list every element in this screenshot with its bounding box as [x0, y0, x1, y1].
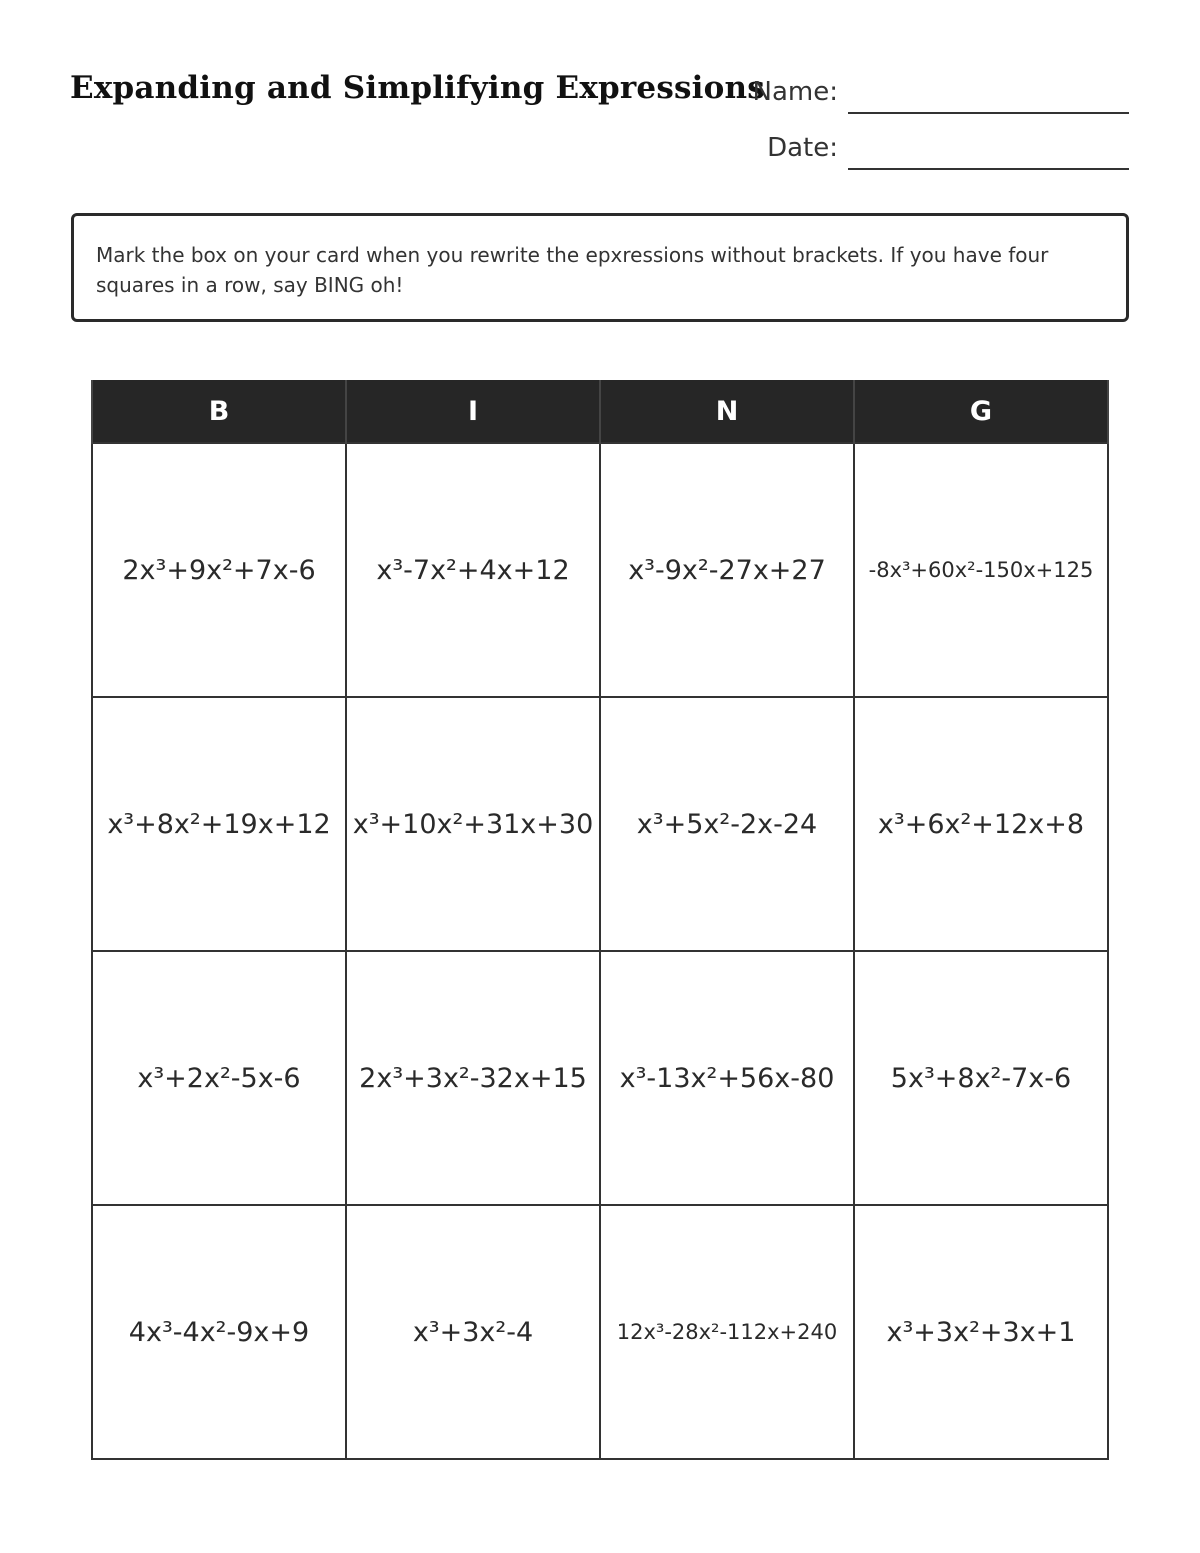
date-label: Date: — [767, 133, 838, 163]
bingo-cell[interactable]: -8x³+60x²-150x+125 — [854, 443, 1108, 697]
bingo-row — [92, 1205, 1108, 1459]
column-header-b: B — [92, 380, 346, 443]
name-field[interactable] — [848, 112, 1129, 114]
bingo-cell[interactable]: 2x³+3x²-32x+15 — [346, 951, 600, 1205]
name-label: Name: — [752, 77, 838, 107]
column-header-i: I — [346, 380, 600, 443]
bingo-row — [92, 697, 1108, 951]
bingo-cell[interactable]: 2x³+9x²+7x-6 — [92, 443, 346, 697]
bingo-cell[interactable]: x³-9x²-27x+27 — [600, 443, 854, 697]
column-header-n: N — [600, 380, 854, 443]
bingo-cell[interactable]: 5x³+8x²-7x-6 — [854, 951, 1108, 1205]
worksheet-title: Expanding and Simplifying Expressions — [70, 70, 765, 106]
bingo-cell[interactable]: x³-7x²+4x+12 — [346, 443, 600, 697]
bingo-cell[interactable]: x³-13x²+56x-80 — [600, 951, 854, 1205]
instructions-box — [71, 213, 1129, 322]
bingo-cell[interactable]: x³+3x²-4 — [346, 1205, 600, 1459]
bingo-header-row — [92, 380, 1108, 443]
bingo-row — [92, 951, 1108, 1205]
bingo-cell[interactable]: 4x³-4x²-9x+9 — [92, 1205, 346, 1459]
instructions-text: Mark the box on your card when you rewrite the epxressions without brackets. If you have four squares in a row, say BING oh! — [96, 243, 1049, 297]
bingo-cell[interactable]: x³+5x²-2x-24 — [600, 697, 854, 951]
bingo-cell[interactable]: x³+8x²+19x+12 — [92, 697, 346, 951]
bingo-cell[interactable]: x³+3x²+3x+1 — [854, 1205, 1108, 1459]
column-header-g: G — [854, 380, 1108, 443]
bingo-row — [92, 443, 1108, 697]
bingo-cell[interactable]: x³+10x²+31x+30 — [346, 697, 600, 951]
date-field[interactable] — [848, 168, 1129, 170]
bingo-cell[interactable]: 12x³-28x²-112x+240 — [600, 1205, 854, 1459]
bingo-card — [91, 380, 1109, 1460]
bingo-cell[interactable]: x³+6x²+12x+8 — [854, 697, 1108, 951]
bingo-cell[interactable]: x³+2x²-5x-6 — [92, 951, 346, 1205]
